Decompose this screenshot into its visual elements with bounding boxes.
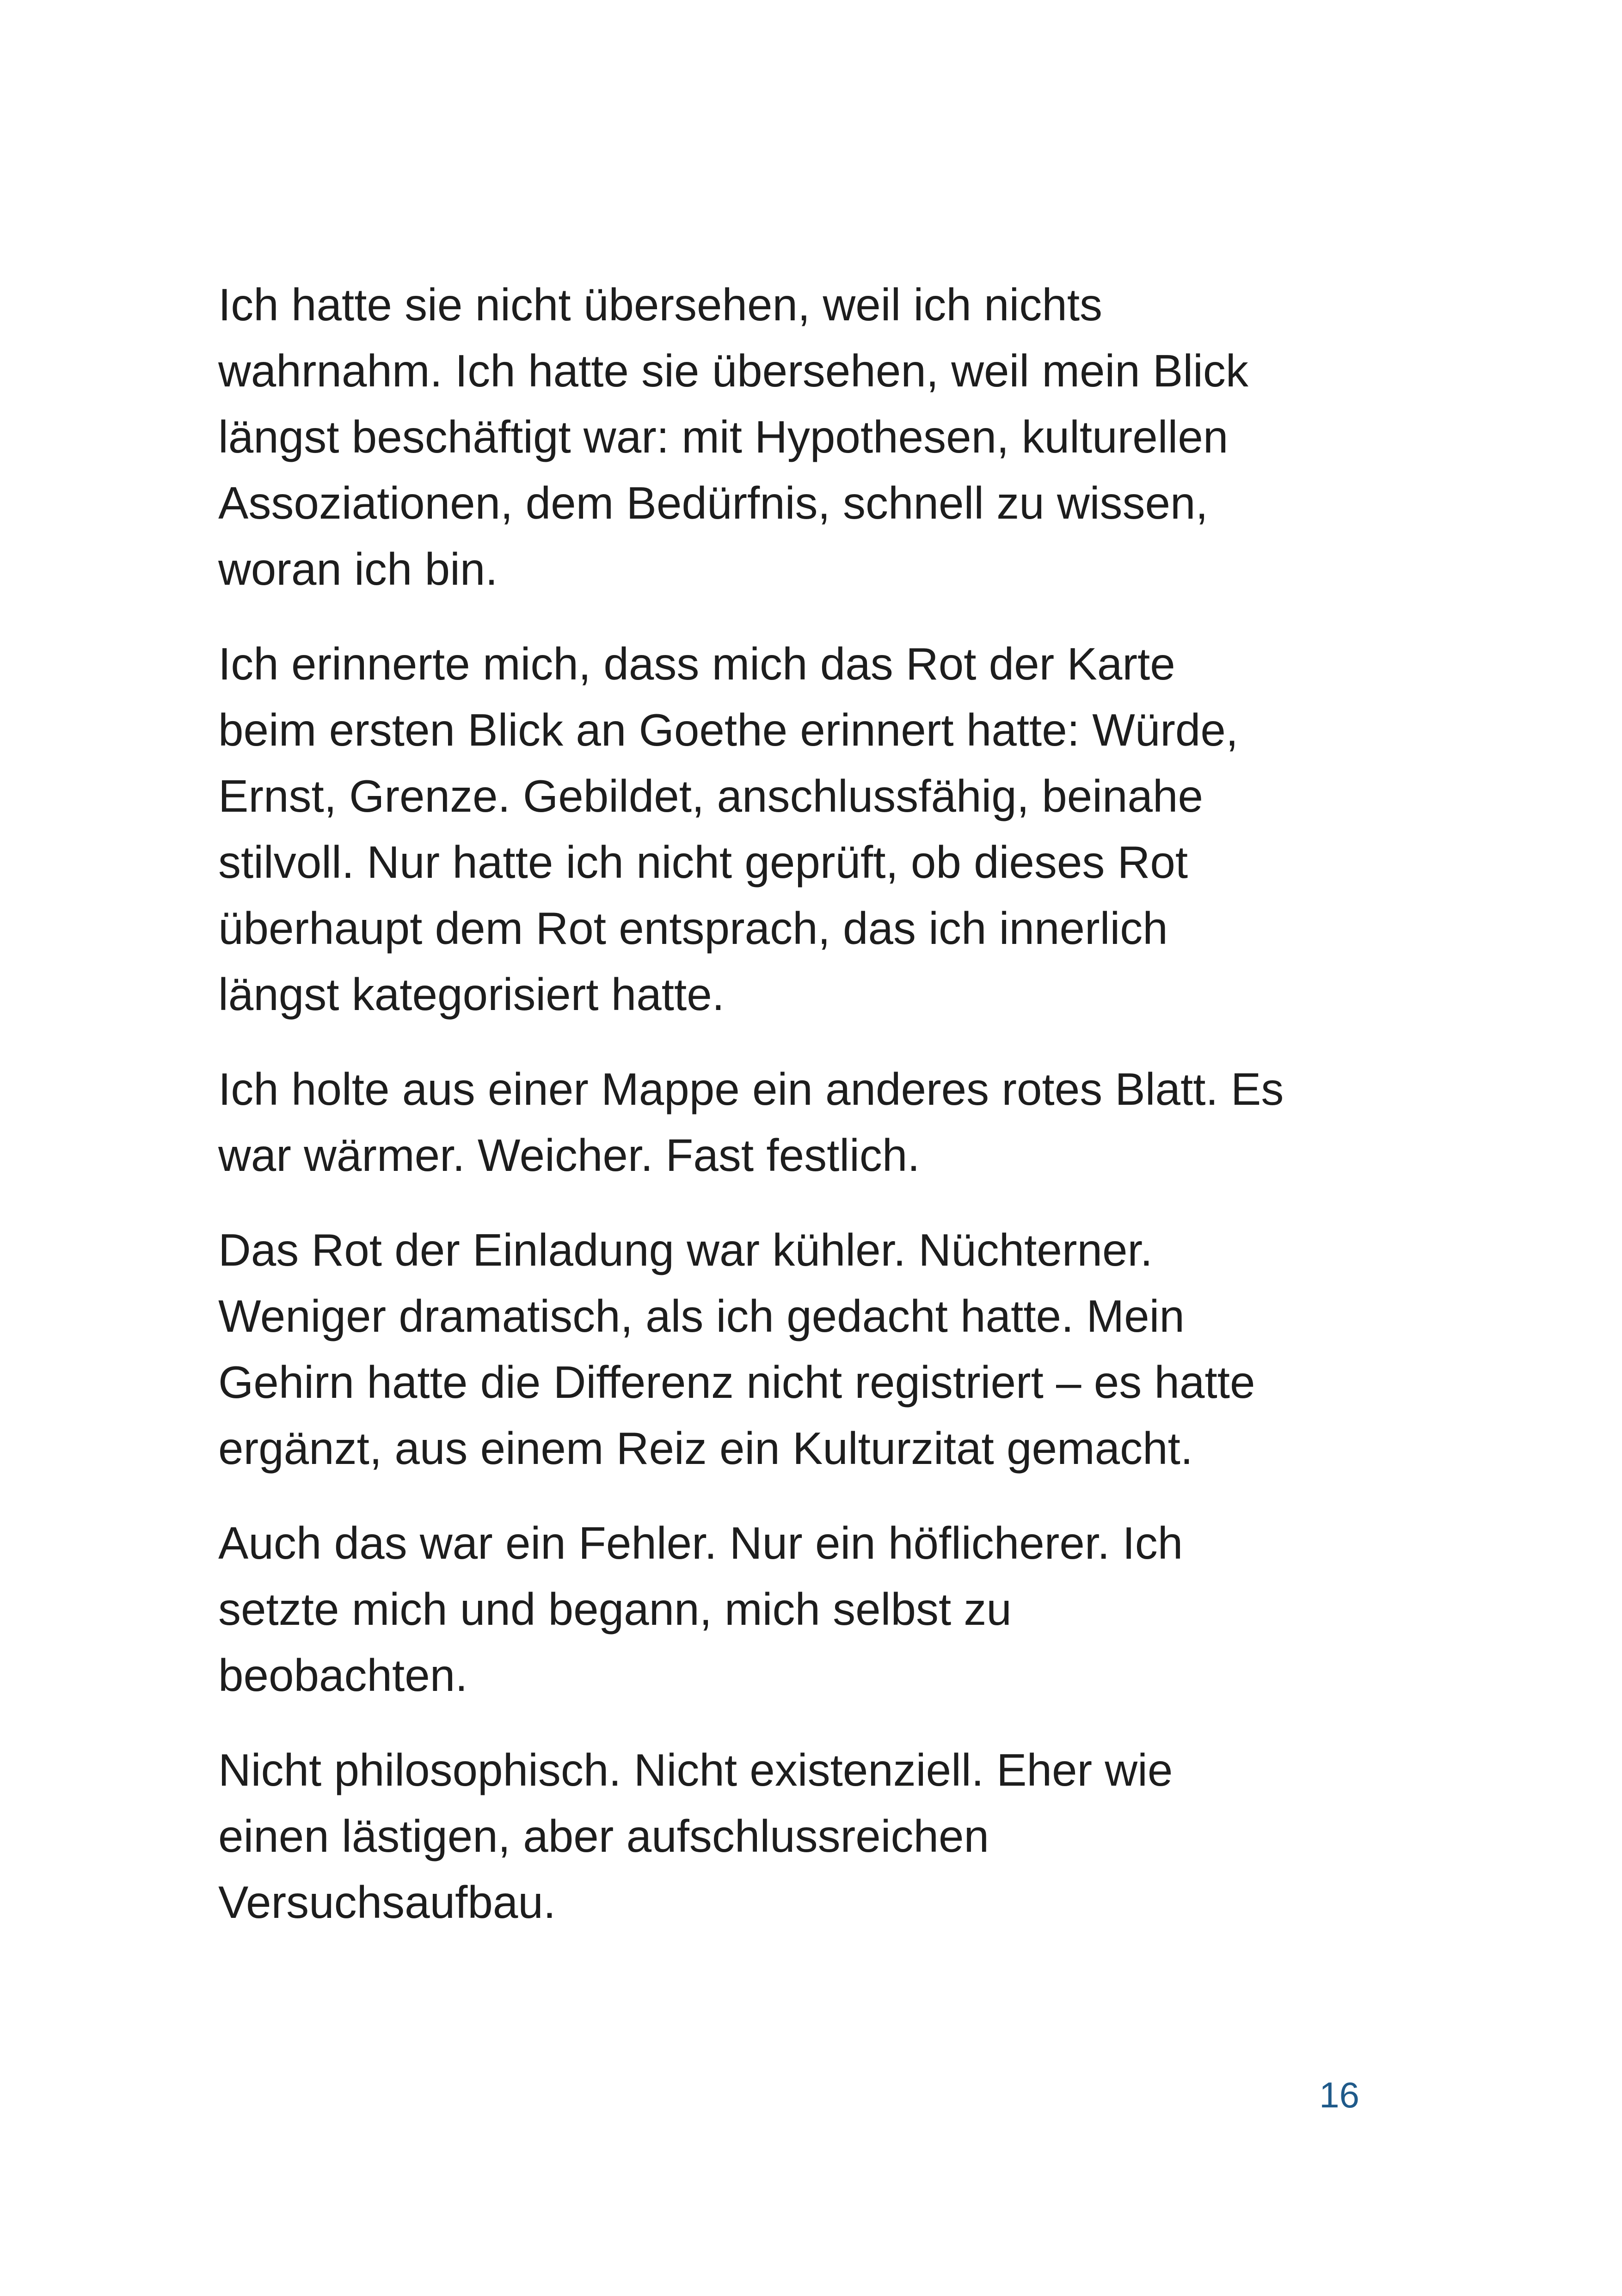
paragraph-line: Ich erinnerte mich, dass mich das Rot der Karte [218,638,1175,689]
paragraph-line: stilvoll. Nur hatte ich nicht geprüft, ob dieses Rot [218,837,1188,888]
paragraph-line: längst beschäftigt war: mit Hypothesen, kulturellen [218,411,1229,462]
paragraph-line: Auch das war ein Fehler. Nur ein höflicherer. Ich [218,1518,1183,1568]
paragraph-line: wahrnahm. Ich hatte sie übersehen, weil mein Blick [218,345,1248,396]
paragraph-line: Weniger dramatisch, als ich gedacht hatte. Mein [218,1291,1185,1341]
paragraph-line: woran ich bin. [218,544,498,594]
paragraph-2 [218,631,1402,1028]
page-number: 16 [1319,2075,1359,2115]
paragraph-line: Ich hatte sie nicht übersehen, weil ich nichts [218,279,1103,330]
paragraph-3 [218,1056,1402,1188]
paragraph-line: längst kategorisiert hatte. [218,969,725,1020]
paragraph-line: Ernst, Grenze. Gebildet, anschlussfähig, beinahe [218,771,1204,821]
paragraph-line: Das Rot der Einladung war kühler. Nüchterner. [218,1225,1153,1275]
paragraph-line: einen lästigen, aber aufschlussreichen [218,1811,989,1861]
paragraph-line: Ich holte aus einer Mappe ein anderes rotes Blatt. Es [218,1064,1284,1114]
paragraph-line: überhaupt dem Rot entsprach, das ich innerlich [218,903,1168,954]
paragraph-1 [218,272,1402,602]
paragraph-line: beim ersten Blick an Goethe erinnert hatte: Würde, [218,704,1239,755]
text-body [218,272,1402,1964]
paragraph-line: setzte mich und begann, mich selbst zu [218,1584,1012,1635]
paragraph-line: Nicht philosophisch. Nicht existenziell. Eher wie [218,1745,1173,1795]
paragraph-line: beobachten. [218,1650,468,1701]
paragraph-line: war wärmer. Weicher. Fast festlich. [218,1130,920,1181]
paragraph-6 [218,1737,1402,1935]
paragraph-line: Assoziationen, dem Bedürfnis, schnell zu wissen, [218,478,1208,528]
paragraph-4 [218,1217,1402,1482]
paragraph-line: Gehirn hatte die Differenz nicht registriert – es hatte [218,1357,1255,1408]
paragraph-5 [218,1510,1402,1708]
paragraph-line: Versuchsaufbau. [218,1877,556,1928]
paragraph-line: ergänzt, aus einem Reiz ein Kulturzitat gemacht. [218,1423,1193,1474]
